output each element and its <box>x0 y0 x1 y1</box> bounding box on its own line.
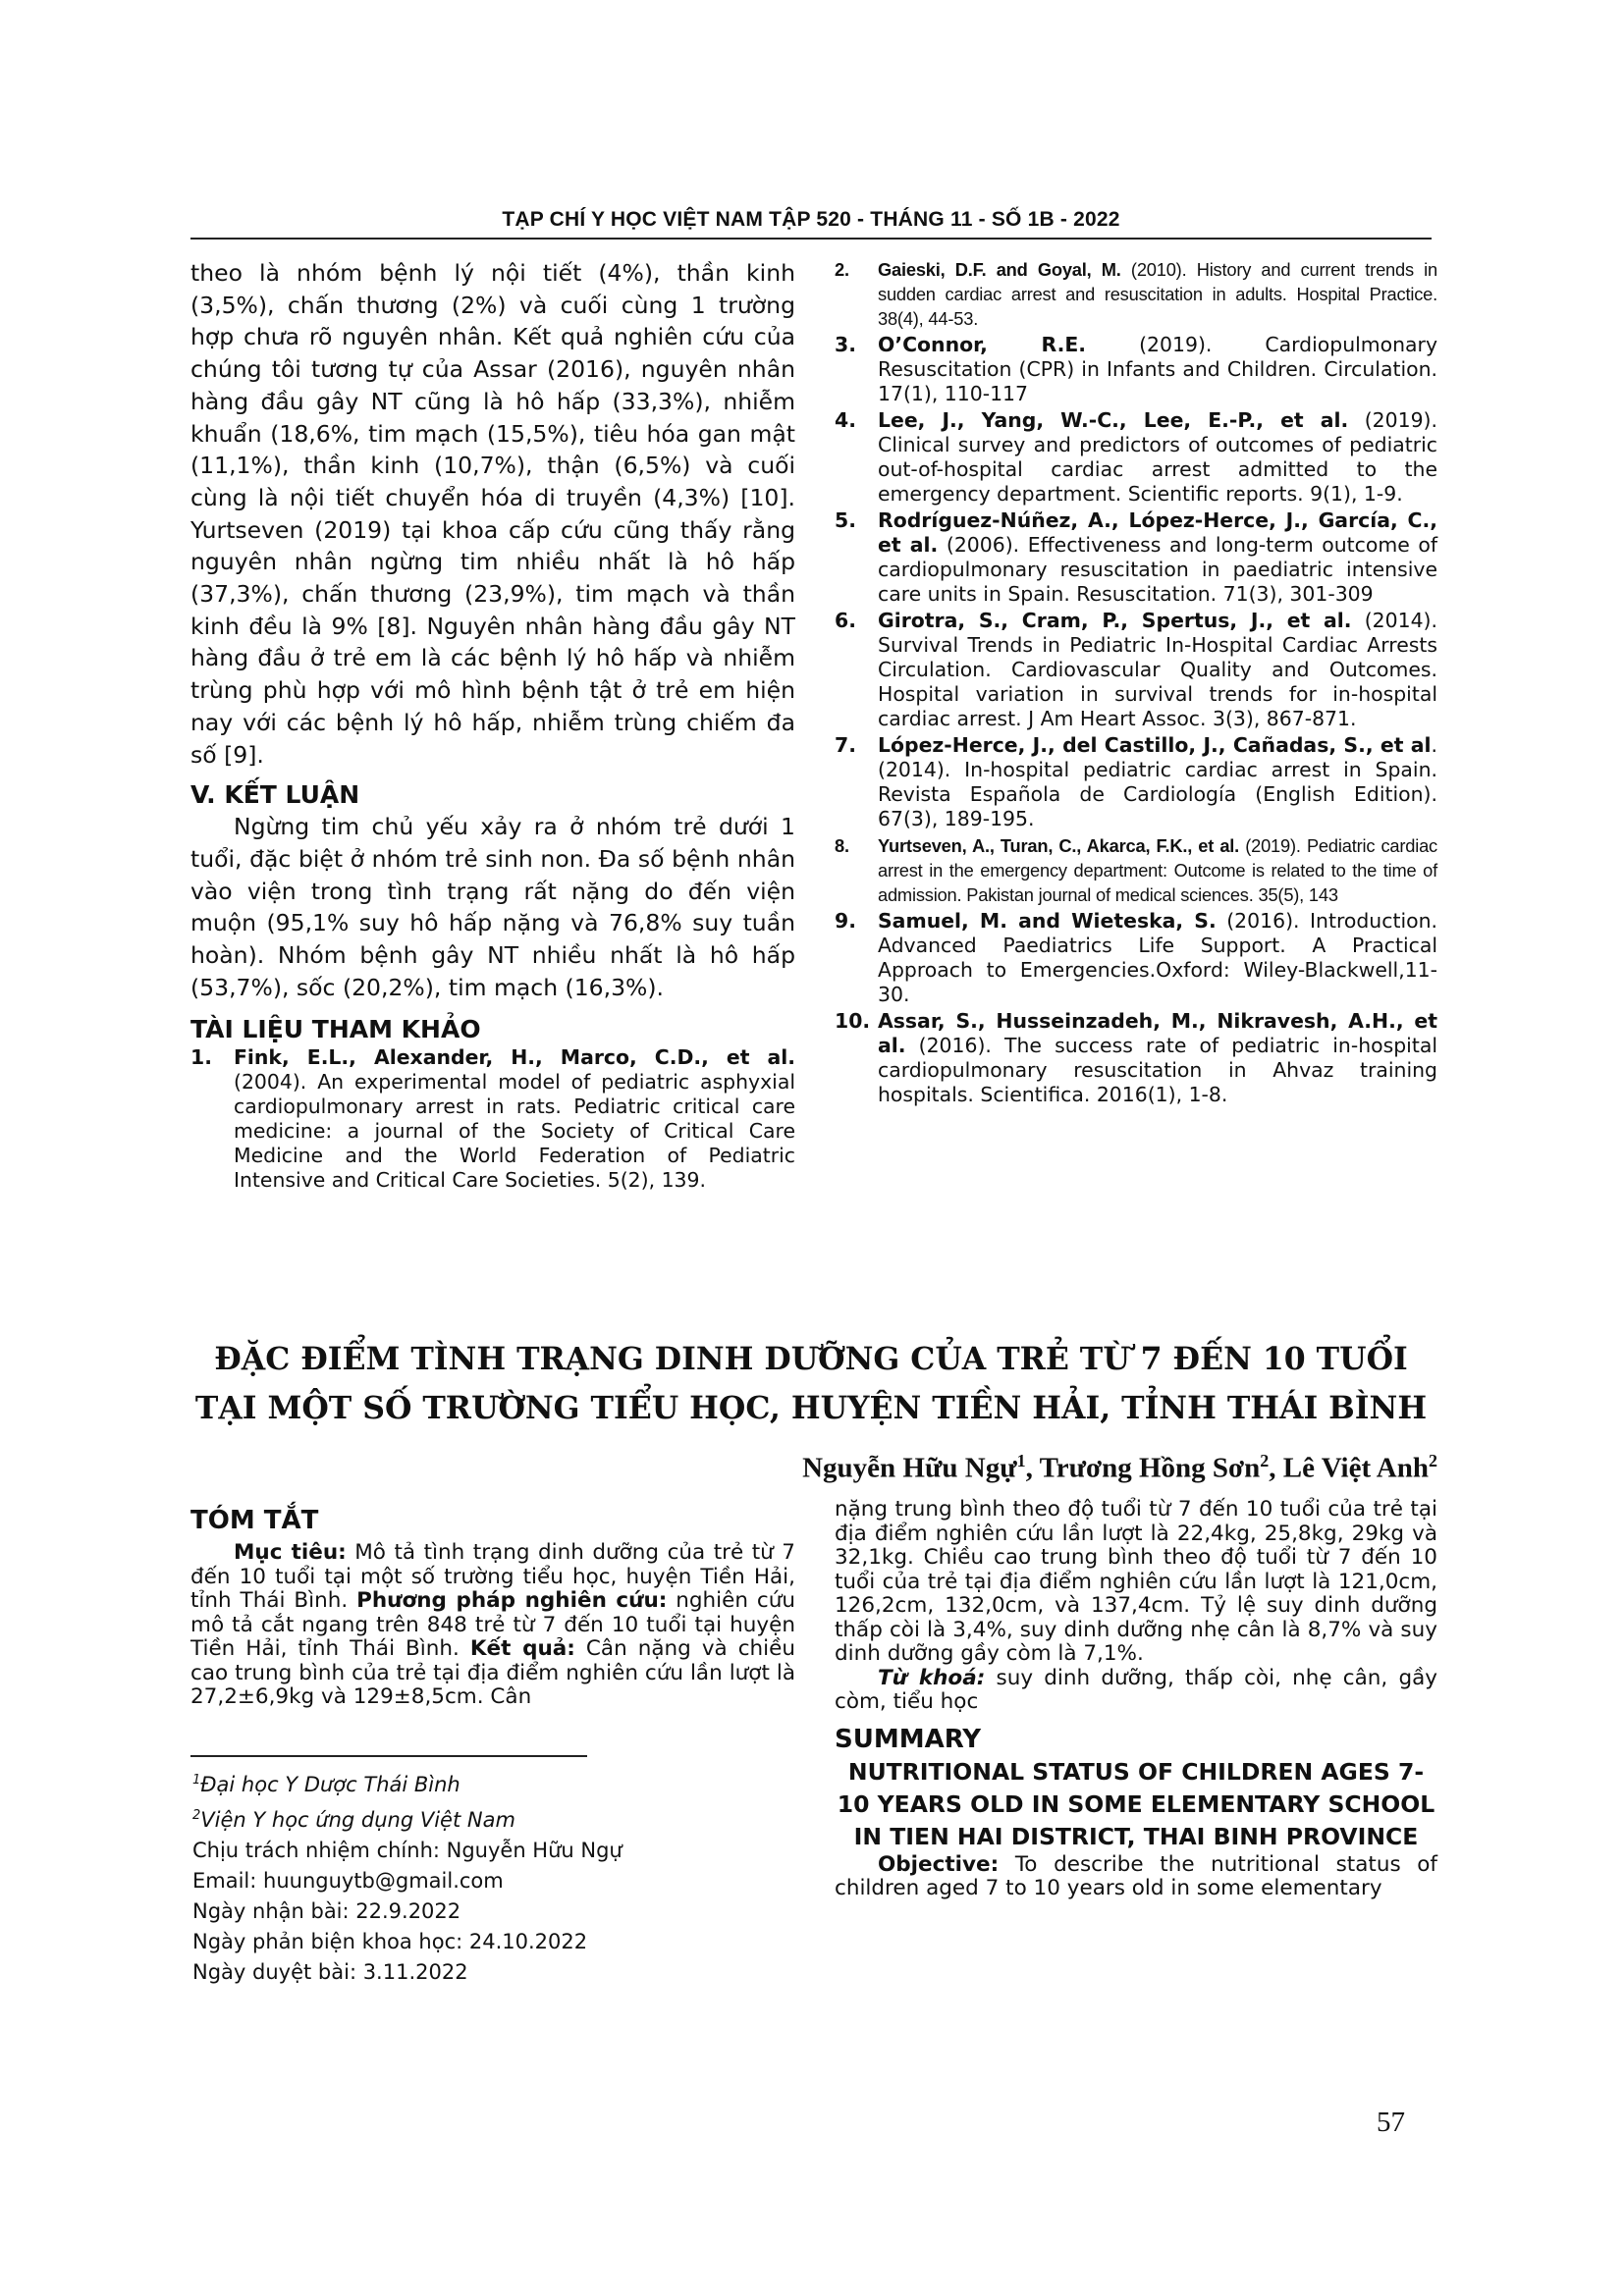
author-separator: , <box>1269 1452 1283 1484</box>
affiliation-text: Đại học Y Dược Thái Bình <box>200 1773 460 1796</box>
reference-list-right <box>835 257 1437 1107</box>
reference-details: (2016). Introduction. Advanced Paediatrics Life Support. A Practical Approach to Emergencies.Oxford: Wiley-Blackwell,11-30. <box>878 909 1437 1006</box>
reference-number: 2. <box>835 259 849 280</box>
reference-details: (2019). Pediatric cardiac arrest in the emergency department: Outcome is related to the time of admission. Pakistan journal of medical sciences. 35(5), 143 <box>878 835 1437 905</box>
reference-details: (2004). An experimental model of pediatric asphyxial cardiopulmonary arrest in rats. Pediatric critical care medicine: a journal of the Society of Critical Care Medicine and the World Federation of Pediatric Intensive and Critical Care Societies. 5(2), 139. <box>234 1070 795 1193</box>
affiliation-text: Viện Y học ứng dụng Việt Nam <box>200 1808 515 1832</box>
affiliation-marker: 2 <box>192 1808 201 1823</box>
affiliation-marker: 2 <box>1429 1451 1437 1470</box>
summary-objective <box>835 1853 1437 1901</box>
page-number: 57 <box>1377 2107 1405 2138</box>
reference-details: (2019). Clinical survey and predictors of outcomes of pediatric out-of-hospital cardiac arrest admitted to the emergency department. Scientific reports. 9(1), 1-9. <box>878 408 1437 506</box>
affiliation-2 <box>192 1800 782 1836</box>
keywords <box>835 1667 1437 1715</box>
reference-list-left <box>190 1045 795 1193</box>
reference-item <box>835 909 1437 1007</box>
reference-item <box>190 1045 795 1193</box>
reference-details: (2019). Cardiopulmonary Resuscitation (CPR) in Infants and Children. Circulation. 17(1), 110-117 <box>878 333 1438 405</box>
reference-item <box>835 733 1437 831</box>
reference-authors: O’Connor, R.E. <box>878 333 1087 356</box>
reference-details: (2010). History and current trends in sudden cardiac arrest and resuscitation in adults. Hospital Practice. 38(4), 44-53. <box>878 259 1437 329</box>
reference-authors: Rodríguez-Núñez, A., López-Herce, J., García, C., et al. <box>878 508 1437 557</box>
methods-text: nghiên cứu mô tả cắt ngang trên 848 trẻ từ 7 đến 10 tuổi tại huyện Tiền Hải, tỉnh Thái Bình. <box>190 1588 795 1661</box>
reference-number: 8. <box>835 835 849 856</box>
reference-item <box>835 333 1437 406</box>
responsible-author: Chịu trách nhiệm chính: Nguyễn Hữu Ngự <box>192 1839 623 1862</box>
affiliation-marker: 1 <box>1016 1451 1026 1470</box>
reference-authors: Assar, S., Husseinzadeh, M., Nikravesh, A.H., et al. <box>878 1009 1437 1057</box>
footnote-rule <box>190 1755 587 1757</box>
reference-number: 9. <box>835 909 856 933</box>
objective-label: Mục tiêu: <box>234 1540 347 1565</box>
reference-authors: López-Herce, J., del Castillo, J., Cañadas, S., et al <box>878 733 1432 757</box>
conclusion-heading: V. KẾT LUẬN <box>190 780 360 810</box>
summary-objective-label: Objective: <box>878 1851 1000 1877</box>
author-name: Nguyễn Hữu Ngự <box>802 1452 1017 1484</box>
keywords-text: suy dinh dưỡng, thấp còi, nhẹ cân, gầy còm, tiểu học <box>835 1665 1437 1714</box>
summary-title: NUTRITIONAL STATUS OF CHILDREN AGES 7-10 YEARS OLD IN SOME ELEMENTARY SCHOOL IN TIEN HAI DISTRICT, THAI BINH PROVINCE <box>837 1757 1435 1850</box>
reference-item <box>835 833 1437 907</box>
references-heading: TÀI LIỆU THAM KHẢO <box>190 1015 481 1044</box>
journal-running-header: TẠP CHÍ Y HỌC VIỆT NAM TẬP 520 - THÁNG 11 - SỐ 1B - 2022 <box>502 208 1120 231</box>
reference-item <box>835 408 1437 507</box>
reference-number: 5. <box>835 508 856 532</box>
reference-number: 1. <box>190 1045 212 1070</box>
results-continued: nặng trung bình theo độ tuổi từ 7 đến 10 tuổi của trẻ tại địa điểm nghiên cứu lần lượt là 22,4kg, 25,8kg, 29kg và 32,1kg. Chiều cao trung bình theo độ tuổi từ 7 đến 10 tuổi của trẻ tại địa điểm nghiên cứu lần lượt là 121,0cm, 126,2cm, 132,0cm, và 137,4cm. Tỷ lệ suy dinh dưỡng thấp còi là 3,4%, suy dinh dưỡng nhẹ cân là 8,7% và suy dinh dưỡng gầy còm là 7,1%. <box>835 1497 1437 1666</box>
conclusion-paragraph: Ngừng tim chủ yếu xảy ra ở nhóm trẻ dưới 1 tuổi, đặc biệt ở nhóm trẻ sinh non. Đa số bệnh nhân vào viện trong tình trạng rất nặng do đến viện muộn (95,1% suy hô hấp nặng và 76,8% suy tuần hoàn). Nhóm bệnh gây NT nhiều nhất là hô hấp (53,7%), sốc (20,2%), tim mạch (16,3%). <box>190 813 795 1001</box>
reference-number: 6. <box>835 609 856 632</box>
affiliation-marker: 2 <box>1260 1451 1270 1470</box>
reference-details: . (2014). In-hospital pediatric cardiac arrest in Spain. Revista Española de Cardiología (English Edition). 67(3), 189-195. <box>878 733 1437 830</box>
summary-objective-text: To describe the nutritional status of children aged 7 to 10 years old in some elementary <box>835 1851 1437 1900</box>
received-date: Ngày nhận bài: 22.9.2022 <box>192 1899 461 1923</box>
contact-email: Email: huunguytb@gmail.com <box>192 1869 504 1893</box>
reference-item <box>835 508 1437 607</box>
methods-label: Phương pháp nghiên cứu: <box>356 1588 668 1613</box>
article-title-line-2: TẠI MỘT SỐ TRƯỜNG TIỂU HỌC, HUYỆN TIỀN HẢI, TỈNH THÁI BÌNH <box>194 1390 1428 1426</box>
discussion-paragraph: theo là nhóm bệnh lý nội tiết (4%), thần kinh (3,5%), chấn thương (2%) và cuối cùng 1 trường hợp chưa rõ nguyên nhân. Kết quả nghiên cứu của chúng tôi tương tự của Assar (2016), nguyên nhân hàng đầu gây NT cũng là hô hấp (33,3%), nhiễm khuẩn (18,6%, tim mạch (15,5%), tiêu hóa gan mật (11,1%), thần kinh (10,7%), thận (6,5%) và cuối cùng là nội tiết chuyển hóa di truyền (4,3%) [10]. Yurtseven (2019) tại khoa cấp cứu cũng thấy rằng nguyên nhân ngừng tim nhiều nhất là hô hấp (37,3%), chấn thương (23,9%), tim mạch và thần kinh đều là 9% [8]. Nguyên nhân hàng đầu gây NT hàng đầu ở trẻ em là các bệnh lý hô hấp và nhiễm trùng phù hợp với mô hình bệnh tật ở trẻ em hiện nay với các bệnh lý hô hấp, nhiễm trùng chiếm đa số [9]. <box>190 259 795 769</box>
abstract-body <box>190 1541 795 1710</box>
reference-authors: Lee, J., Yang, W.-C., Lee, E.-P., et al. <box>878 408 1349 432</box>
reference-details: (2016). The success rate of pediatric in-hospital cardiopulmonary resuscitation in Ahvaz training hospitals. Scientifica. 2016(1), 1-8. <box>878 1034 1437 1106</box>
reference-number: 4. <box>835 408 856 432</box>
abstract-vi <box>190 1506 795 1710</box>
footnotes <box>192 1765 782 1988</box>
reference-authors: Fink, E.L., Alexander, H., Marco, C.D., et al. <box>234 1045 795 1070</box>
author-separator: , <box>1025 1452 1040 1484</box>
reference-item <box>835 257 1437 331</box>
accepted-date: Ngày duyệt bài: 3.11.2022 <box>192 1960 468 1984</box>
article-title <box>190 1335 1432 1433</box>
author-name: Lê Việt Anh <box>1282 1452 1429 1484</box>
reference-number: 7. <box>835 733 856 757</box>
affiliation-1 <box>192 1765 782 1800</box>
reference-authors: Gaieski, D.F. and Goyal, M. <box>878 259 1121 280</box>
results-label: Kết quả: <box>469 1636 575 1661</box>
article-title-line-1: ĐẶC ĐIỂM TÌNH TRẠNG DINH DƯỠNG CỦA TRẺ TỪ 7 ĐẾN 10 TUỔI <box>214 1341 1408 1377</box>
reference-number: 10. <box>835 1009 871 1033</box>
header-rule <box>190 238 1432 240</box>
right-column <box>835 257 1437 1109</box>
objective-text: Mô tả tình trạng dinh dưỡng của trẻ từ 7 đến 10 tuổi tại một số trường tiểu học, huyện Tiền Hải, tỉnh Thái Bình. <box>190 1540 795 1613</box>
reference-details: (2006). Effectiveness and long-term outcome of cardiopulmonary resuscitation in paediatric intensive care units in Spain. Resuscitation. 71(3), 301-309 <box>878 533 1438 606</box>
reference-item <box>835 609 1437 731</box>
summary-heading: SUMMARY <box>835 1724 982 1754</box>
author-line <box>802 1451 1437 1485</box>
affiliation-marker: 1 <box>192 1773 201 1788</box>
author-name: Trương Hồng Sơn <box>1039 1452 1261 1484</box>
left-column <box>190 257 795 1195</box>
reference-authors: Girotra, S., Cram, P., Spertus, J., et al. <box>878 609 1352 632</box>
abstract-continuation <box>835 1498 1437 1901</box>
reference-details: (2014). Survival Trends in Pediatric In-Hospital Cardiac Arrests Circulation. Cardiovascular Quality and Outcomes. Hospital variation in survival trends for in-hospital cardiac arrest. J Am Heart Assoc. 3(3), 867-871. <box>878 609 1437 730</box>
keywords-label: Từ khoá: <box>878 1665 986 1690</box>
reference-number: 3. <box>835 333 856 356</box>
reference-authors: Samuel, M. and Wieteska, S. <box>878 909 1217 933</box>
reference-authors: Yurtseven, A., Turan, C., Akarca, F.K., et al. <box>878 835 1240 856</box>
reference-item <box>835 1009 1437 1107</box>
abstract-heading: TÓM TẮT <box>190 1506 319 1535</box>
review-date: Ngày phản biện khoa học: 24.10.2022 <box>192 1930 588 1953</box>
results-text: Cân nặng và chiều cao trung bình của trẻ tại địa điểm nghiên cứu lần lượt là 27,2±6,9kg và 129±8,5cm. Cân <box>190 1636 796 1709</box>
